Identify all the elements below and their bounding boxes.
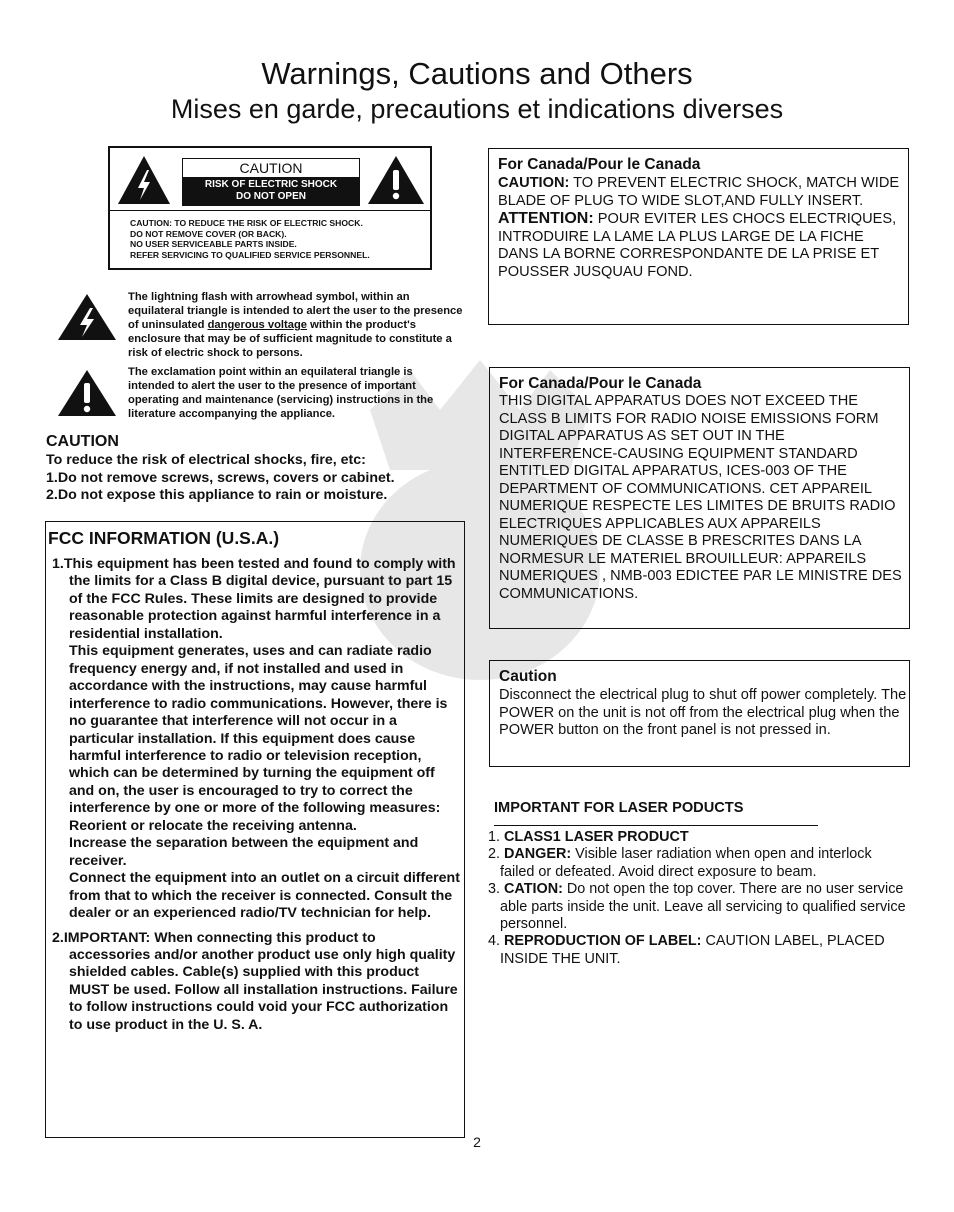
lightning-text-underlined: dangerous voltage (207, 319, 308, 331)
laser-item (488, 881, 908, 933)
caution-line: 2.Do not expose this appliance to rain or moisture. (46, 487, 388, 503)
lightning-text-after: within the product's enclosure that may be of sufficient magnitude to constitute a risk of electric shock to persons. (128, 319, 452, 359)
fcc-measure-2: Increase the separation between the equipment and receiver. (69, 835, 419, 869)
canada-digital-title: For Canada/Pour le Canada (499, 375, 702, 392)
laser-item-label: REPRODUCTION OF LABEL: (504, 933, 702, 950)
canada-plug-title: For Canada/Pour le Canada (498, 156, 701, 173)
laser-item (488, 829, 908, 846)
exclamation-triangle-icon (366, 154, 426, 206)
canada-digital-box (489, 367, 910, 629)
page-subtitle: Mises en garde, precautions et indications diverses (170, 94, 784, 124)
risk-line-2: DO NOT OPEN (235, 191, 306, 202)
caution-power-box (489, 660, 910, 767)
caution-line: To reduce the risk of electrical shocks, fire, etc: (46, 452, 366, 468)
laser-item-text: CAUTION LABEL, PLACED INSIDE THE UNIT. (500, 933, 885, 967)
fcc-measure-3: Connect the equipment into an outlet on a circuit different from that to which the receiver is connected. Consult the dealer or an experienced radio/TV technician for help. (69, 870, 460, 922)
caution-power-body: Disconnect the electrical plug to shut off power completely. The POWER on the unit is not off from the electrical plug when the POWER button on the front panel is not pressed in. (499, 687, 907, 738)
fcc-body (52, 556, 460, 1034)
laser-item (488, 846, 908, 881)
exclamation-explanation: The exclamation point within an equilateral triangle is intended to alert the user to the presence of important operating and maintenance (servicing) instructions in the literature accompanying the appliance. (128, 366, 434, 420)
canada-plug-box (488, 148, 909, 325)
caution-power-title: Caution (499, 668, 557, 685)
laser-item-text: Visible laser radiation when open and interlock failed or defeated. Avoid direct exposure to beam. (500, 846, 872, 880)
caution-label-line: NO USER SERVICEABLE PARTS INSIDE. (130, 239, 297, 249)
risk-line-1: RISK OF ELECTRIC SHOCK (204, 179, 338, 190)
caution-label-line: DO NOT REMOVE COVER (OR BACK). (130, 228, 287, 239)
caution-label-risk (183, 177, 359, 205)
canada-attention-label: ATTENTION: (498, 210, 594, 227)
caution-label-box (108, 146, 432, 270)
caution-label-header (182, 158, 360, 206)
fcc-paragraph-2: This equipment generates, uses and can radiate radio frequency energy and, if not installed and used in accordance with the instructions, may cause harmful interference to radio communications. However, there is no guarantee that interference will not occur in a particular installation. If this equipment does cause harmful interference to radio or television reception, which can be determined by turning the equipment off and on, the user is encouraged to try to correct the interference by one or more of the following measures: (69, 643, 448, 817)
caution-label-title: CAUTION (239, 160, 303, 176)
caution-heading: CAUTION (46, 433, 119, 450)
page-number: 2 (473, 1134, 481, 1150)
page-title: Warnings, Cautions and Others (261, 56, 693, 91)
laser-heading: IMPORTANT FOR LASER PODUCTS (494, 800, 744, 816)
laser-heading-underline (494, 825, 818, 826)
fcc-information-box (45, 521, 465, 1138)
lightning-triangle-icon (116, 154, 172, 206)
laser-item-number: 2. (488, 846, 504, 863)
laser-item-label: DANGER: (504, 846, 572, 863)
lightning-explanation (128, 290, 468, 360)
fcc-title: FCC INFORMATION (U.S.A.) (48, 528, 280, 548)
fcc-item-1: 1.This equipment has been tested and found to comply with the limits for a Class B digital device, pursuant to part 15 of the FCC Rules. These limits are designed to provide reasonable protection against harmful interference in a residential installation. (52, 556, 456, 642)
fcc-item-2-label: IMPORTANT: (63, 929, 151, 946)
fcc-measure-1: Reorient or relocate the receiving antenna. (69, 817, 357, 834)
canada-caution-para (498, 175, 906, 210)
canada-caution-text: TO PREVENT ELECTRIC SHOCK, MATCH WIDE BLADE OF PLUG TO WIDE SLOT,AND FULLY INSERT. (498, 175, 900, 209)
caution-line: 1.Do not remove screws, screws, covers or cabinet. (46, 469, 395, 486)
exclamation-triangle-icon (56, 368, 118, 418)
canada-attention-para (498, 210, 906, 281)
laser-item (488, 933, 908, 968)
canada-caution-label: CAUTION: (498, 175, 570, 191)
fcc-item-2-number: 2. (52, 929, 64, 946)
canada-digital-body: THIS DIGITAL APPARATUS DOES NOT EXCEED THE CLASS B LIMITS FOR RADIO NOISE EMISSIONS FORM DIGITAL APPARATUS AS SET OUT IN THE INTERFERENCE-CAUSING EQUIPMENT STANDARD ENTITLED DIGITAL APPARATUS, ICES-003 OF THE DEPARTMENT OF COMMUNICATIONS. CET APPAREIL NUMERIQUE RESPECTE LES LIMITES DE BRUITS RADIO ELECTRIQUES APPLICABLES AUX APPAREILS NUMERIQUES DE CLASSE B PRESCRITES DANS LA NORMESUR LE MATERIEL BROUILLEUR: APPAREILS NUMERIQUES , NMB-003 EDICTEE PAR LE MINISTRE DES COMMUNICATIONS. (499, 393, 902, 602)
caution-label-line: CAUTION: TO REDUCE THE RISK OF ELECTRIC SHOCK. (130, 218, 363, 228)
fcc-item-2 (52, 930, 460, 1035)
laser-list (488, 829, 908, 968)
canada-attention-text: POUR EVITER LES CHOCS ELECTRIQUES, INTRODUIRE LA LAME LA PLUS LARGE DE LA FICHE DANS LA BORNE CORRESPONDANTE DE LA PRISE ET POUSSER JUSQUAU FOND. (498, 211, 897, 280)
fcc-item-2-text: When connecting this product to accessories and/or another product use only high quality shielded cables. Cable(s) supplied with this product MUST be used. Follow all installation instructions. Failure to follow instructions could void your FCC authorization to use product in the U. S. A. (69, 929, 458, 1033)
laser-item-label: CLASS1 LASER PRODUCT (504, 829, 689, 845)
laser-item-number: 3. (488, 881, 504, 898)
lightning-text-before: The lightning flash with arrowhead symbol, within an equilateral triangle is intended to alert the user to the presence of uninsulated (128, 291, 463, 331)
laser-item-text: Do not open the top cover. There are no user service able parts inside the unit. Leave all servicing to qualified service personnel. (500, 881, 906, 933)
lightning-triangle-icon (56, 292, 118, 342)
canada-plug-body (498, 175, 906, 281)
laser-item-number: 4. (488, 933, 504, 950)
laser-item-label: CATION: (504, 881, 563, 898)
caution-label-line: REFER SERVICING TO QUALIFIED SERVICE PERSONNEL. (130, 249, 370, 260)
laser-item-number: 1. (488, 829, 504, 845)
caution-label-body (130, 218, 430, 260)
caution-list (46, 452, 395, 505)
caution-label-divider (110, 210, 430, 211)
